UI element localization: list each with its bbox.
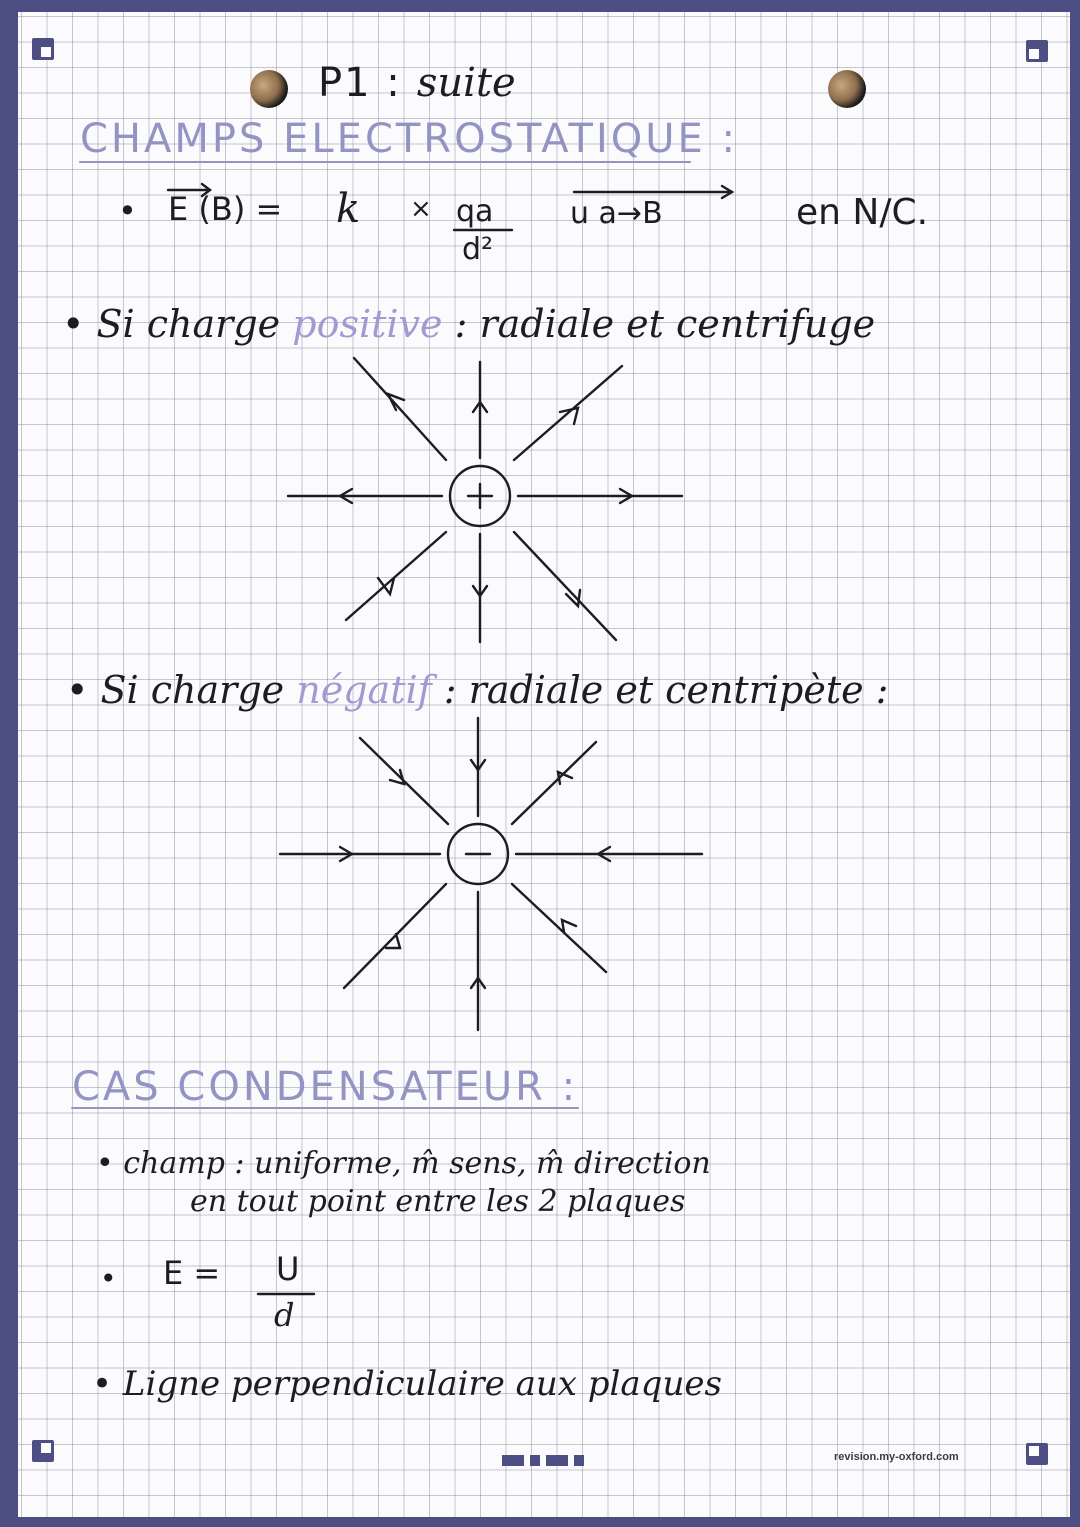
formula-times: ×	[410, 194, 432, 224]
positive-prefix: Si charge	[96, 302, 281, 346]
bullet-dot: •	[62, 302, 97, 346]
negative-rest: : radiale et centripète :	[443, 668, 889, 712]
field-line-drawings	[18, 12, 1070, 1517]
capacitor-formula-numerator: U	[276, 1250, 300, 1288]
ligne-text: Ligne perpendiculaire aux plaques	[122, 1364, 722, 1404]
negative-charge-diagram	[280, 718, 702, 1030]
bullet-dot: •	[118, 192, 137, 230]
formula-lhs: E (B) =	[168, 190, 283, 228]
champ-line-2: en tout point entre les 2 plaques	[190, 1184, 686, 1219]
positive-word: positive	[292, 302, 443, 346]
formula-denominator: d²	[462, 232, 494, 267]
positive-rest: : radiale et centrifuge	[454, 302, 876, 346]
title-suffix: suite	[416, 60, 516, 106]
bullet-dot: •	[96, 1146, 124, 1181]
negative-prefix: Si charge	[100, 668, 285, 712]
formula-unit-vector: u a→B	[570, 196, 663, 231]
formula-units: en N/C.	[796, 192, 929, 233]
formula-k: k	[336, 186, 361, 232]
section-heading-champs: CHAMPS ELECTROSTATIQUE :	[80, 116, 739, 162]
section-heading-condensateur: CAS CONDENSATEUR :	[72, 1064, 579, 1110]
positive-charge-diagram	[288, 358, 682, 642]
bullet-dot: •	[100, 1262, 117, 1295]
bullet-dot: •	[92, 1364, 123, 1404]
notebook-page	[18, 12, 1070, 1517]
title-part: P1 :	[318, 60, 402, 106]
capacitor-formula-denominator: d	[274, 1296, 295, 1334]
negative-word: négatif	[296, 668, 432, 712]
formula-numerator: qa	[456, 194, 494, 229]
champ-text-1: champ : uniforme, m̂ sens, m̂ direction	[123, 1146, 711, 1181]
capacitor-formula-lhs: E =	[163, 1254, 221, 1292]
footer-url: revision.my-oxford.com	[834, 1451, 959, 1463]
bullet-dot: •	[66, 668, 101, 712]
